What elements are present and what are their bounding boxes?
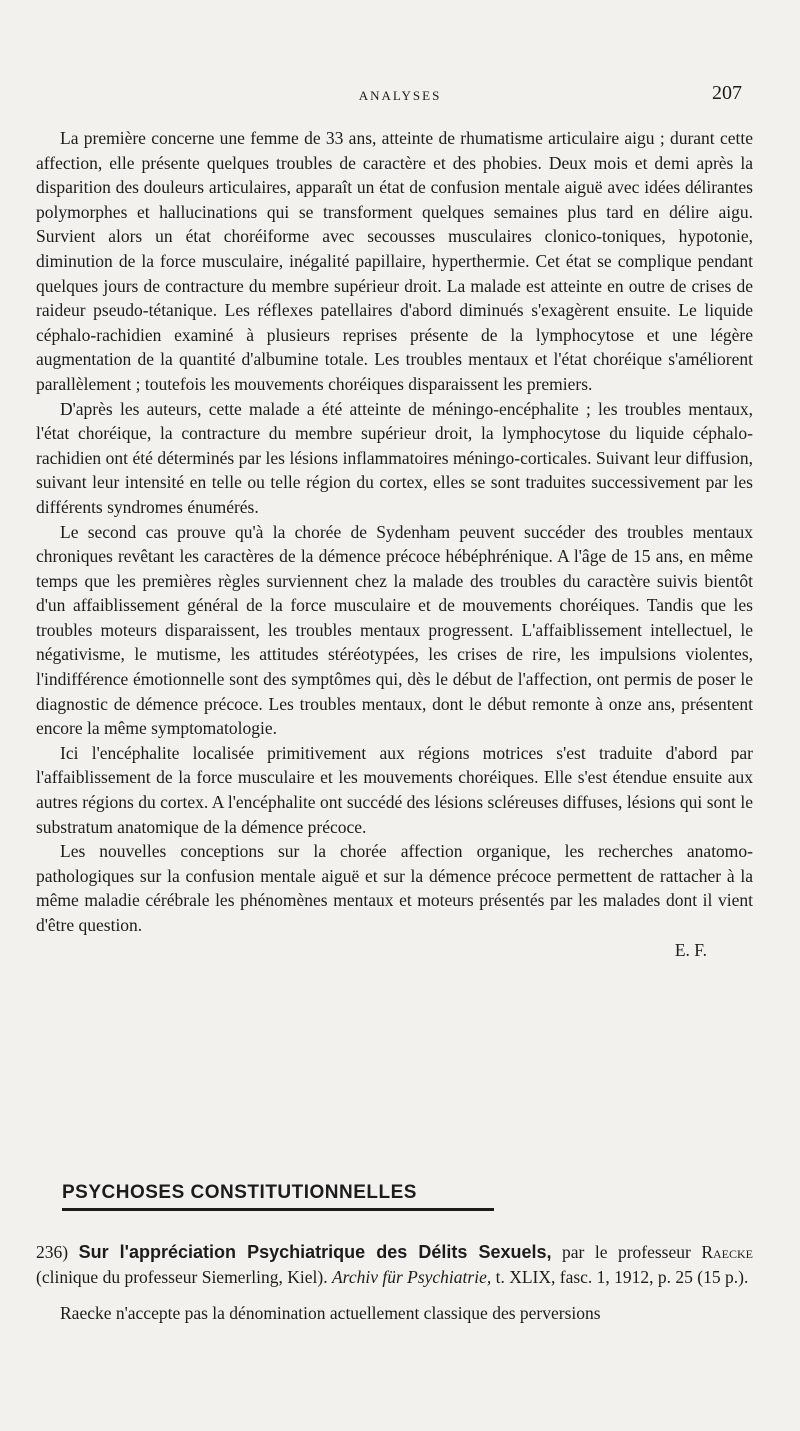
paragraph: La première concerne une femme de 33 ans, atteinte de rhumatisme articulaire aigu ; durant cette affection, elle présente quelques troubles de caractère et des phobies. Deux mois et demi après la disparition des douleurs articulaires, apparaît un état de confusion mentale aiguë avec idées délirantes polymorphes et hallucinations qui se transforment quelques semaines plus tard en délire aigu. Survient alors un état choréiforme avec secousses musculaires clonico-toniques, hypotonie, diminution de la force musculaire, inégalité papillaire, hyperthermie. Cet état se complique pendant quelques jours de contracture du membre supérieur droit. La malade est atteinte en outre de crises de raideur pseudo-tétanique. Les réflexes patellaires d'abord diminués s'exagèrent ensuite. Le liquide céphalo-rachidien examiné à plusieurs reprises présente de la lymphocytose et une légère augmentation de la quantité d'albumine totale. Les troubles mentaux et l'état choréique s'améliorent parallèlement ; toutefois les mouvements choréiques disparaissent les premiers.: [36, 128, 753, 394]
review-entry: [36, 1240, 753, 1326]
signature: E. F.: [674, 939, 707, 960]
entry-author: Raecke: [701, 1242, 753, 1262]
paragraph: Les nouvelles conceptions sur la chorée affection organique, les recherches anatomo-pathologiques sur la confusion mentale aiguë et sur la démence précoce permettent de rattacher à la même maladie cérébrale les phénomènes mentaux et moteurs présentés par les malades dont il vient d'être question.: [36, 841, 753, 935]
entry-body: Raecke n'accepte pas la dénomination actuellement classique des perversions: [60, 1303, 601, 1324]
entry-author-prefix: par le professeur: [562, 1242, 691, 1262]
entry-journal: Archiv für Psychiatrie,: [331, 1266, 492, 1287]
page-number: 207: [712, 82, 742, 104]
entry-title: Sur l'appréciation Psychiatrique des Délits Sexuels,: [78, 1242, 552, 1262]
section-heading: PSYCHOSES CONSTITUTIONNELLES: [62, 1182, 417, 1203]
entry-affiliation: (clinique du professeur Siemerling, Kiel).: [36, 1266, 328, 1287]
running-head: ANALYSES: [358, 88, 442, 103]
paragraph: D'après les auteurs, cette malade a été atteinte de méningo-encéphalite ; les troubles mentaux, l'état choréique, la contracture du membre supérieur droit, la lymphocytose du liquide céphalo-rachidien ont été déterminés par les lésions inflammatoires méningo-corticales. Suivant leur diffusion, suivant leur intensité en telle ou telle région du cortex, elles se sont traduites successivement par les différents syndromes énumérés.: [36, 398, 753, 517]
section-rule: [62, 1208, 494, 1211]
entry-volume: t. XLIX, fasc. 1, 1912, p. 25 (15 p.).: [495, 1266, 749, 1287]
entry-citation: [36, 1240, 753, 1289]
paragraph: Le second cas prouve qu'à la chorée de Sydenham peuvent succéder des troubles mentaux chroniques revêtant les caractères de la démence précoce hébéphrénique. A l'âge de 15 ans, en même temps que les premières règles surviennent chez la malade des troubles du caractère suivis bientôt d'un affaiblissement général de la force musculaire et de mouvements choréiques. Tandis que les troubles moteurs disparaissent, les troubles mentaux progressent. L'affaiblissement intellectuel, le négativisme, le mutisme, les attitudes stéréotypées, les crises de rire, les impulsions violentes, l'indifférence émotionnelle sont des symptômes qui, dès le début de l'affection, ont permis de poser le diagnostic de démence précoce. Les troubles mentaux, dont le début remonte à onze ans, présentent encore la même symptomatologie.: [36, 521, 753, 739]
article-body: [36, 126, 753, 962]
paragraph: Ici l'encéphalite localisée primitivement aux régions motrices s'est traduite d'abord par l'affaiblissement de la force musculaire et les mouvements choréiques. Elle s'est étendue ensuite aux autres régions du cortex. A l'encéphalite ont succédé des lésions scléreuses diffuses, lésions qui sont le substratum anatomique de la démence précoce.: [36, 742, 753, 837]
entry-number: 236): [36, 1242, 69, 1262]
